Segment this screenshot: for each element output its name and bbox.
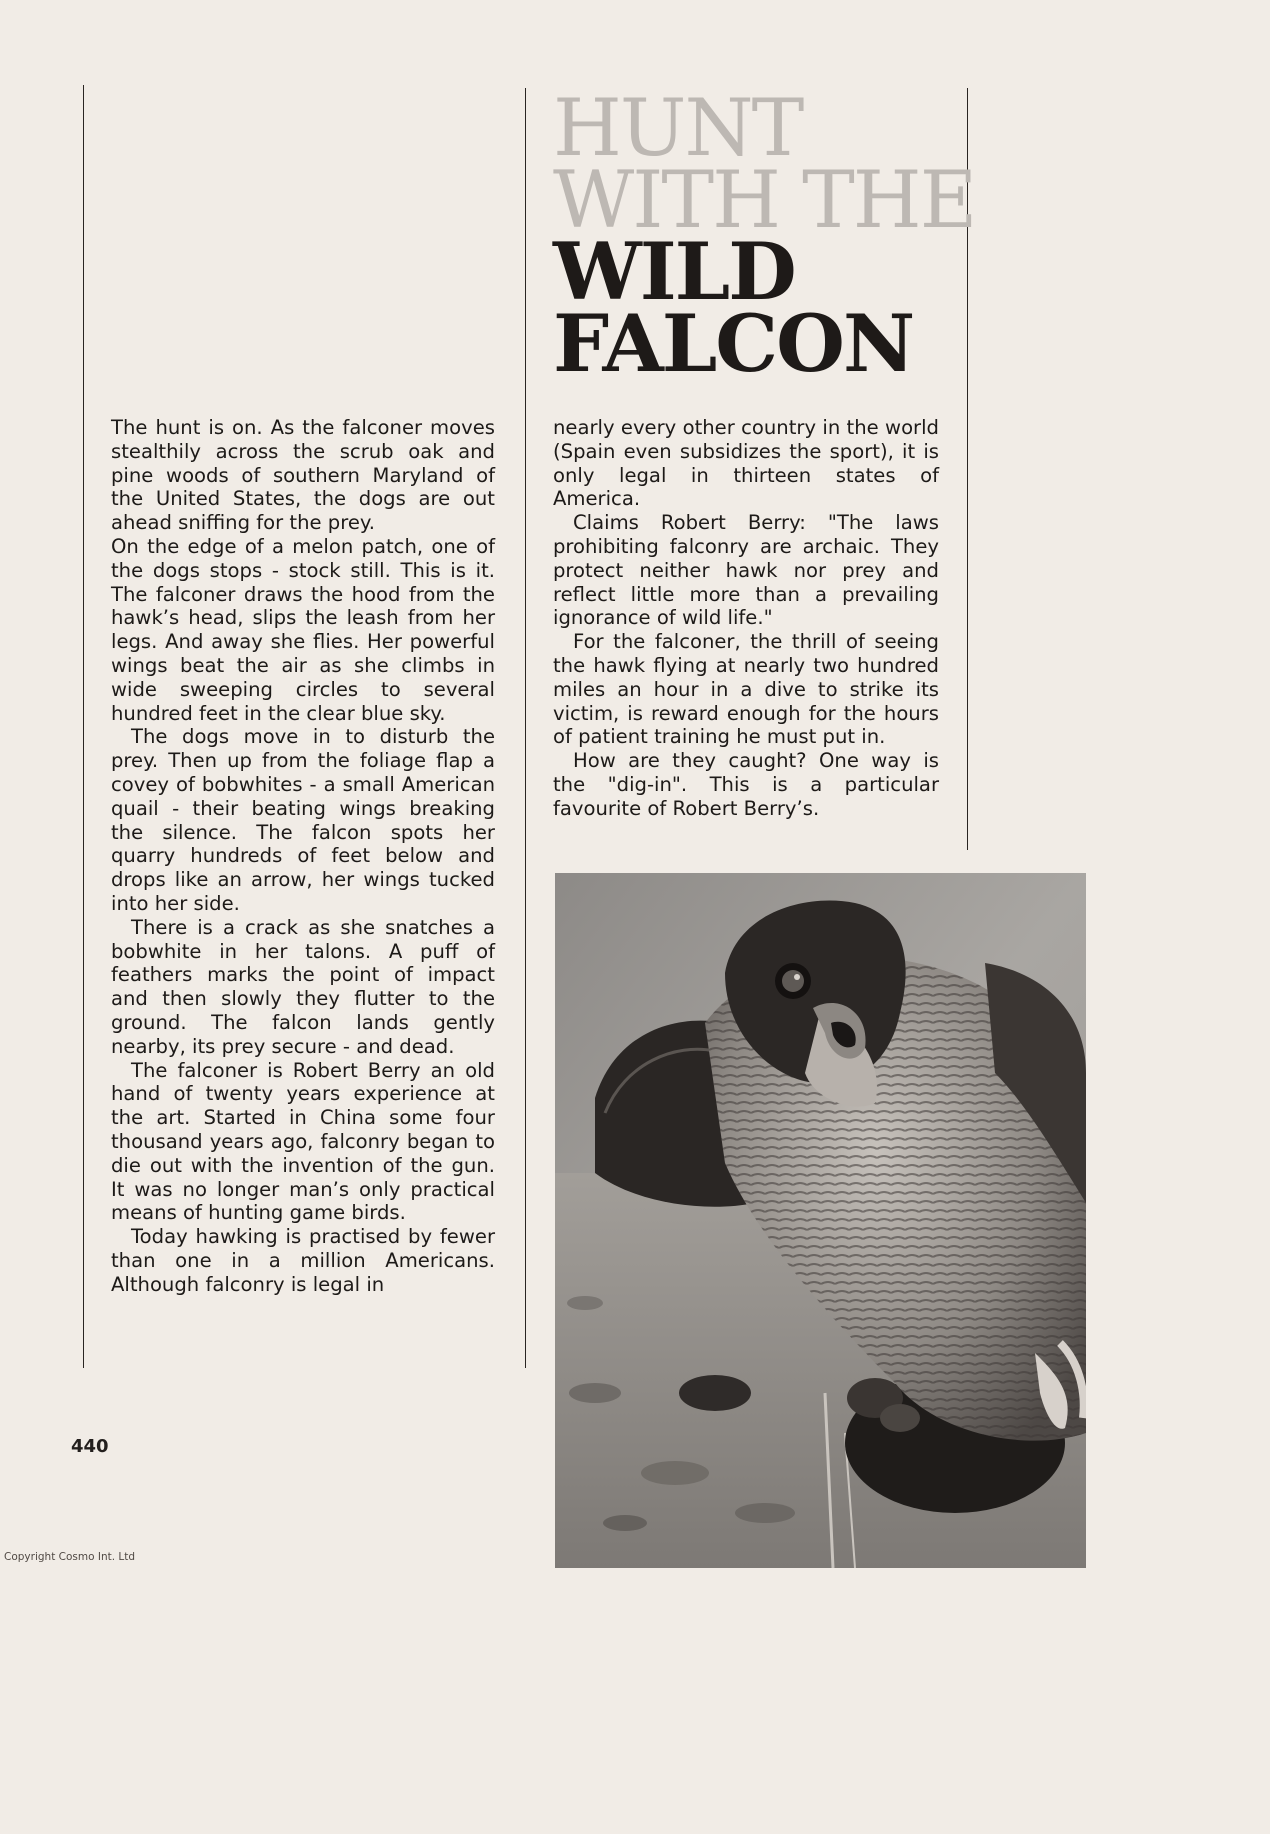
body-paragraph: Claims Robert Berry: "The laws prohibiting falconry are archaic. They protect neither hawk nor prey and reflect little more than a prevailing ignorance of wild life." — [553, 511, 939, 630]
copyright-notice: Copyright Cosmo Int. Ltd — [4, 1551, 136, 1563]
body-paragraph: The dogs move in to disturb the prey. Then up from the foliage flap a covey of bobwhites - a small American quail - their beating wings breaking the silence. The falcon spots her quarry hundreds of feet below and drops like an arrow, her wings tucked into her side. — [111, 725, 495, 915]
body-paragraph: Today hawking is practised by fewer than one in a million Americans. Although falconry is legal in — [111, 1225, 495, 1296]
body-paragraph: There is a crack as she snatches a bobwhite in her talons. A puff of feathers marks the point of impact and then slowly they flutter to the ground. The falcon lands gently nearby, its prey secure - and dead. — [111, 915, 495, 1058]
body-paragraph: nearly every other country in the world (Spain even subsidizes the sport), it is only legal in thirteen states of America. — [553, 416, 939, 511]
title-line-1: HUNT — [553, 82, 803, 174]
center-column-rule — [525, 88, 526, 1368]
left-body-column — [111, 416, 495, 1296]
body-paragraph: The hunt is on. As the falconer moves stealthily across the scrub oak and pine woods of southern Maryland of the United States, the dogs are out ahead sniffing for the prey. — [111, 416, 495, 535]
title-line-3: WILD — [553, 225, 795, 318]
article-title — [553, 82, 976, 390]
falcon-photo — [555, 873, 1086, 1568]
body-paragraph: For the falconer, the thrill of seeing the hawk flying at nearly two hundred miles an hour in a dive to strike its victim, is reward enough for the hours of patient training he must put in. — [553, 630, 939, 749]
title-line-4: FALCON — [553, 297, 914, 390]
body-paragraph: How are they caught? One way is the "dig-in". This is a particular favourite of Robert Berry’s. — [553, 749, 939, 820]
page-number: 440 — [71, 1436, 109, 1457]
body-paragraph: On the edge of a melon patch, one of the dogs stops - stock still. This is it. The falconer draws the hood from the hawk’s head, slips the leash from her legs. And away she flies. Her powerful wings beat the air as she climbs in wide sweeping circles to several hundred feet in the clear blue sky. — [111, 534, 495, 725]
title-line-2: WITH THE — [553, 154, 976, 246]
left-column-rule — [83, 85, 84, 1368]
body-paragraph: The falconer is Robert Berry an old hand of twenty years experience at the art. Started in China some four thousand years ago, falconry began to die out with the invention of the gun. It was no longer man’s only practical means of hunting game birds. — [111, 1058, 495, 1225]
right-body-column — [553, 416, 939, 821]
